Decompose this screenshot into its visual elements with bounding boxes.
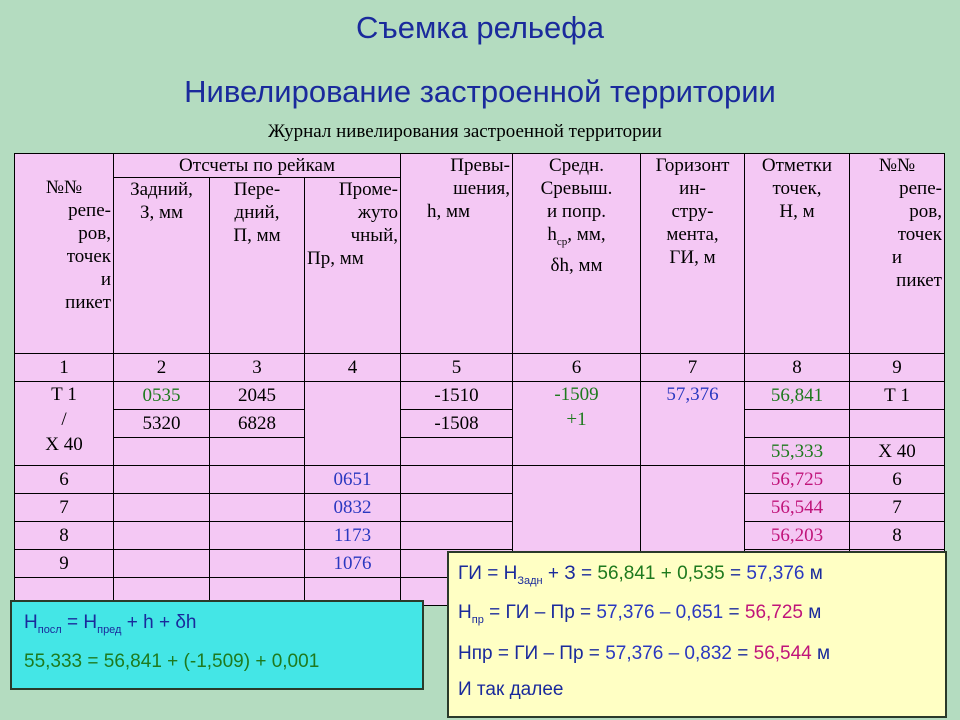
back-reading: [114, 438, 210, 466]
mean-difference-cell: -1509 +1: [513, 382, 641, 466]
col-number: 4: [305, 354, 401, 382]
col-number: 1: [15, 354, 114, 382]
intermediate-empty: [305, 382, 401, 466]
table-row: [15, 438, 945, 466]
calculation-box: [447, 551, 947, 718]
elevation: 56,841: [745, 382, 850, 410]
table-row: [15, 494, 945, 522]
instrument-horizon: 57,376: [641, 382, 745, 466]
elevation-difference: [401, 494, 513, 522]
point-id: 7: [850, 494, 945, 522]
formula-line: $Н_{посл} = Н_{пред} + h + \delta h$: [24, 612, 197, 636]
calc-line-h7: Нпр = ГИ – Пр = 57,376 – 0,832 = 56,544 м: [458, 643, 831, 664]
header-col6: Средн. Сревыш. и попр. $h_{ср}$, мм, δh, мм: [513, 154, 641, 354]
elevation-formula-box: [10, 600, 424, 690]
calc-line-h6: $Н_{пр}$ = ГИ – Пр = 57,376 – 0,651 = 56,725 м: [458, 602, 822, 626]
fore-reading: [210, 438, 305, 466]
table-row: [15, 522, 945, 550]
fore-reading: [210, 550, 305, 578]
col-number: 5: [401, 354, 513, 382]
col-number: 7: [641, 354, 745, 382]
col-number: 6: [513, 354, 641, 382]
elevation: [745, 410, 850, 438]
point-id: [850, 410, 945, 438]
elevation-difference: [401, 466, 513, 494]
journal-caption: Журнал нивелирования застроенной территории: [268, 121, 662, 142]
elevation-difference: -1510: [401, 382, 513, 410]
fore-reading: [210, 522, 305, 550]
header-col4: Проме- жуто чный, Пр, мм: [305, 178, 401, 354]
col-number: 3: [210, 354, 305, 382]
header-col3: Пере- дний, П, мм: [210, 178, 305, 354]
fore-reading: 2045: [210, 382, 305, 410]
header-col5: Превы- шения, h, мм: [401, 154, 513, 354]
col-number: 2: [114, 354, 210, 382]
point-id: 9: [15, 550, 114, 578]
col-number: 9: [850, 354, 945, 382]
point-id: Х 40: [850, 438, 945, 466]
header-col2: Задний, З, мм: [114, 178, 210, 354]
back-reading: 0535: [114, 382, 210, 410]
fore-reading: 6828: [210, 410, 305, 438]
elevation: 56,544: [745, 494, 850, 522]
table-row: [15, 466, 945, 494]
elevation: 56,203: [745, 522, 850, 550]
fore-reading: [210, 494, 305, 522]
station-label: Т 1 / Х 40: [15, 382, 114, 466]
back-reading: [114, 550, 210, 578]
header-col1: №№ репе- ров, точек и пикет: [15, 154, 114, 354]
header-col7: Горизонт ин- стру- мента, ГИ, м: [641, 154, 745, 354]
calc-line-gi: ГИ = $Н_{Задн} + З = 56,841 + 0,535 = 57,376$ м: [458, 563, 823, 587]
calc-line-etc: И так далее: [458, 679, 564, 700]
header-col8: Отметки точек, Н, м: [745, 154, 850, 354]
point-id: 8: [15, 522, 114, 550]
table-row: [15, 382, 945, 410]
leveling-journal-table: [14, 153, 945, 606]
fore-reading: [210, 466, 305, 494]
back-reading: [114, 494, 210, 522]
intermediate-reading: 0651: [305, 466, 401, 494]
elevation: 56,725: [745, 466, 850, 494]
table-row: [15, 410, 945, 438]
back-reading: [114, 466, 210, 494]
point-id: 8: [850, 522, 945, 550]
elevation: 55,333: [745, 438, 850, 466]
intermediate-reading: 1076: [305, 550, 401, 578]
point-id: 6: [850, 466, 945, 494]
formula-example-line: 55,333 = 56,841 + (-1,509) + 0,001: [24, 651, 320, 672]
point-id: Т 1: [850, 382, 945, 410]
slide-subtitle: Нивелирование застроенной территории: [184, 74, 776, 109]
back-reading: 5320: [114, 410, 210, 438]
point-id: 6: [15, 466, 114, 494]
header-readings-group: Отсчеты по рейкам: [114, 154, 401, 178]
slide-title: Съемка рельефа: [355, 10, 605, 45]
elevation-difference: [401, 438, 513, 466]
header-col9: №№ репе- ров, точек и пикет: [850, 154, 945, 354]
intermediate-reading: 0832: [305, 494, 401, 522]
elevation-difference: -1508: [401, 410, 513, 438]
elevation-difference: [401, 522, 513, 550]
column-number-row: [15, 354, 945, 382]
back-reading: [114, 522, 210, 550]
point-id: 7: [15, 494, 114, 522]
intermediate-reading: 1173: [305, 522, 401, 550]
col-number: 8: [745, 354, 850, 382]
